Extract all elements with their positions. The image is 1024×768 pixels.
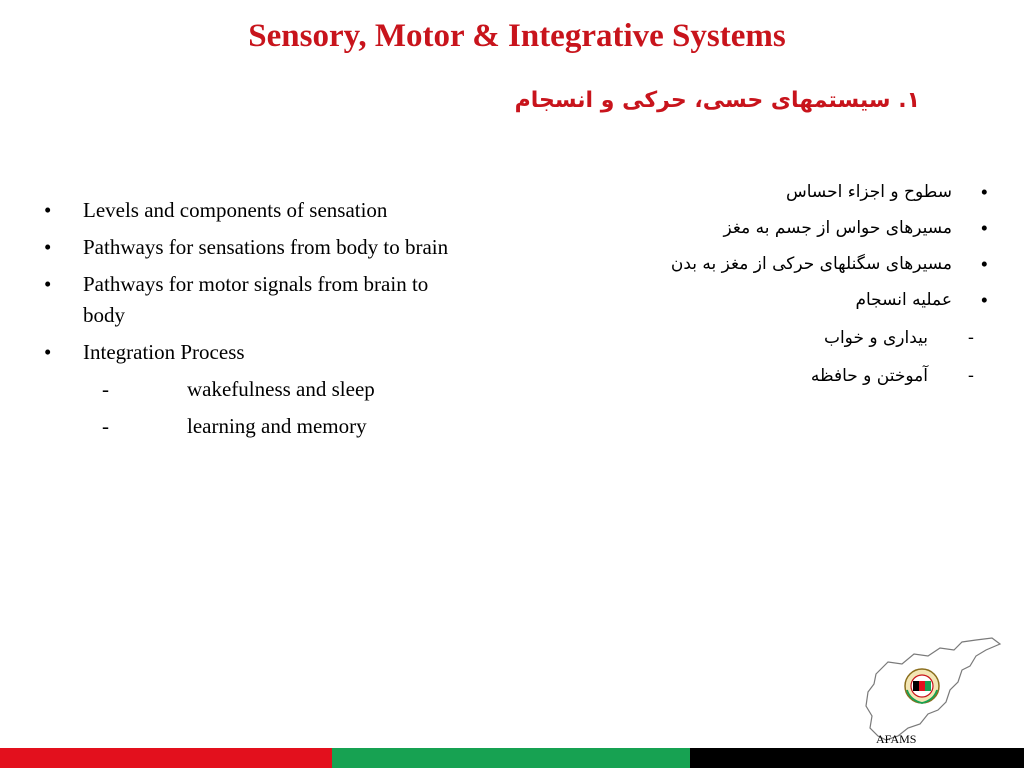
english-list-item	[44, 195, 464, 226]
slide-subtitle-persian: ۱. سیستمهای حسی، حرکی و انسجام	[514, 88, 920, 113]
bullet-icon: •	[980, 252, 988, 276]
english-list-item-text: Levels and components of sensation	[83, 198, 388, 222]
dash-icon: -	[102, 414, 109, 438]
bullet-icon: •	[44, 272, 52, 296]
persian-bullet-list	[528, 176, 988, 398]
english-list-item-text: Pathways for motor signals from brain to body	[83, 272, 429, 327]
bullet-icon: •	[44, 340, 52, 364]
dash-icon: -	[967, 366, 974, 386]
english-list-item-text: Integration Process	[83, 340, 245, 364]
persian-sub-item-text: آموختن و حافظه	[810, 366, 928, 386]
persian-list-item-text: سطوح و اجزاء احساس	[785, 182, 952, 202]
english-sub-item-text: wakefulness and sleep	[187, 377, 375, 401]
bullet-icon: •	[44, 235, 52, 259]
english-bullet-list	[44, 195, 464, 448]
persian-list-item	[528, 248, 988, 280]
persian-sub-list-item	[528, 360, 988, 392]
english-list-item	[44, 269, 464, 331]
english-sub-item-text: learning and memory	[187, 414, 367, 438]
emblem-flag-black	[913, 681, 919, 691]
english-list-item	[44, 337, 464, 442]
afams-caption: AFAMS	[876, 732, 917, 746]
persian-list-item-text: مسیرهای حواس از جسم به مغز	[723, 218, 952, 238]
persian-list-item-text: عملیه انسجام	[855, 290, 952, 310]
slide-title: Sensory, Motor & Integrative Systems	[248, 18, 786, 54]
persian-list-item	[528, 284, 988, 316]
persian-sub-item-text: بیداری و خواب	[823, 328, 928, 348]
english-sub-list	[83, 374, 464, 442]
bottom-color-bar	[0, 748, 1024, 768]
persian-list-item	[528, 176, 988, 208]
persian-list-item-text: مسیرهای سگنلهای حرکی از مغز به بدن	[670, 254, 952, 274]
english-list-item	[44, 232, 464, 263]
emblem-flag-red	[919, 681, 925, 691]
persian-sub-list-item	[528, 322, 988, 354]
bottom-bar-black-segment	[690, 748, 1024, 768]
bottom-bar-green-segment	[332, 748, 690, 768]
persian-list-item	[528, 212, 988, 244]
bottom-bar-red-segment	[0, 748, 332, 768]
dash-icon: -	[967, 328, 974, 348]
english-sub-list-item	[44, 411, 464, 442]
emblem-flag-green	[925, 681, 931, 691]
english-list-item-text: Pathways for sensations from body to brain	[83, 235, 449, 259]
bullet-icon: •	[980, 180, 988, 204]
english-sub-list-item	[44, 374, 464, 405]
bullet-icon: •	[980, 288, 988, 312]
dash-icon: -	[102, 377, 109, 401]
bullet-icon: •	[980, 216, 988, 240]
bullet-icon: •	[44, 198, 52, 222]
